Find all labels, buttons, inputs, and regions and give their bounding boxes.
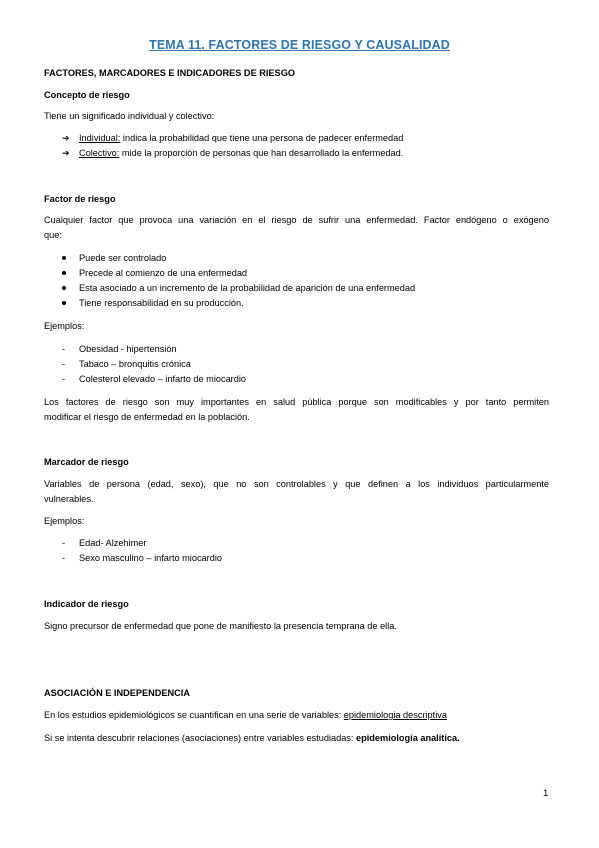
examples-label: Ejemplos:	[44, 321, 85, 331]
epidemiologia-descriptiva-term: epidemiologia descriptiva	[343, 710, 447, 720]
list-item-text: Tabaco – bronquitis crónica	[79, 359, 191, 369]
dash-icon: -	[62, 359, 66, 369]
subheading-factor: Factor de riesgo	[44, 194, 116, 204]
asociacion-line1	[44, 710, 549, 720]
arrow-right-icon: ➔	[62, 133, 70, 143]
list-item-term: Colectivo:	[79, 148, 120, 158]
asociacion-line1-text: En los estudios epidemiológicos se cuantifican en una serie de variables:	[44, 710, 344, 720]
factor-intro-line2: que:	[44, 230, 62, 240]
factor-note-line2: modificar el riesgo de enfermedad en la población.	[44, 412, 250, 422]
dash-icon: -	[62, 538, 66, 548]
list-item	[62, 148, 403, 159]
list-item-text: Esta asociado a un incremento de la probabilidad de aparición de una enfermedad	[79, 283, 416, 293]
concepto-intro: Tiene un significado individual y colectivo:	[44, 111, 215, 121]
arrow-right-icon: ➔	[62, 148, 70, 158]
indicador-text: Signo precursor de enfermedad que pone de manifiesto la presencia temprana de ella.	[44, 621, 397, 631]
list-item-text: Puede ser controlado	[79, 253, 167, 263]
list-item	[62, 298, 244, 308]
subheading-marcador: Marcador de riesgo	[44, 457, 129, 467]
epidemiologia-analitica-term: epidemiología analítica.	[356, 733, 460, 743]
marcador-intro-line2: vulnerables.	[44, 494, 94, 504]
list-item-text: Edad- Alzehimer	[79, 538, 147, 548]
list-item	[62, 538, 146, 548]
examples-label: Ejemplos:	[44, 516, 85, 526]
document-title: TEMA 11. FACTORES DE RIESGO Y CAUSALIDAD	[149, 38, 450, 52]
bullet-icon	[62, 286, 66, 290]
dash-icon: -	[62, 344, 66, 354]
list-item	[62, 283, 415, 293]
bullet-icon	[62, 301, 66, 305]
list-item	[62, 268, 247, 278]
list-item-text: Sexo masculino – infarto miocardio	[79, 553, 222, 563]
section-heading-factores: FACTORES, MARCADORES E INDICADORES DE RIESGO	[44, 68, 295, 78]
list-item-text: indica la probabilidad que tiene una persona de padecer enfermedad	[120, 133, 404, 143]
marcador-intro-line1: Variables de persona (edad, sexo), que no son controlables y que definen a los individuos particularmente	[44, 479, 549, 489]
dash-icon: -	[62, 553, 66, 563]
list-item-term: Individual:	[79, 133, 121, 143]
asociacion-line2-text: Si se intenta descubrir relaciones (asociaciones) entre variables estudiadas:	[44, 733, 357, 743]
subheading-concepto: Concepto de riesgo	[44, 90, 130, 100]
page-number: 1	[543, 788, 549, 799]
asociacion-line2	[44, 733, 549, 743]
list-item	[62, 344, 177, 354]
dash-icon: -	[62, 374, 66, 384]
list-item	[62, 374, 246, 384]
list-item	[62, 553, 222, 563]
section-heading-asociacion: ASOCIACIÓN E INDEPENDENCIA	[44, 688, 190, 698]
list-item-text: mide la proporción de personas que han desarrollado la enfermedad.	[119, 148, 404, 158]
list-item	[62, 133, 403, 144]
subheading-indicador: Indicador de riesgo	[44, 599, 129, 609]
bullet-icon	[62, 271, 66, 275]
bullet-icon	[62, 256, 66, 260]
factor-note-line1: Los factores de riesgo son muy importantes en salud pública porque son modificables y por tanto permiten	[44, 397, 549, 407]
list-item-text: Precede al comienzo de una enfermedad	[79, 268, 248, 278]
list-item-text: Colesterol elevado – infarto de miocardio	[79, 374, 246, 384]
list-item-text: Tiene responsabilidad en su producción.	[79, 298, 244, 308]
list-item-text: Obesidad - hipertensión	[79, 344, 177, 354]
factor-intro-line1: Cualquier factor que provoca una variación en el riesgo de sufrir una enfermedad. Factor endógeno o exógeno	[44, 215, 549, 225]
list-item	[62, 359, 191, 369]
list-item	[62, 253, 166, 263]
